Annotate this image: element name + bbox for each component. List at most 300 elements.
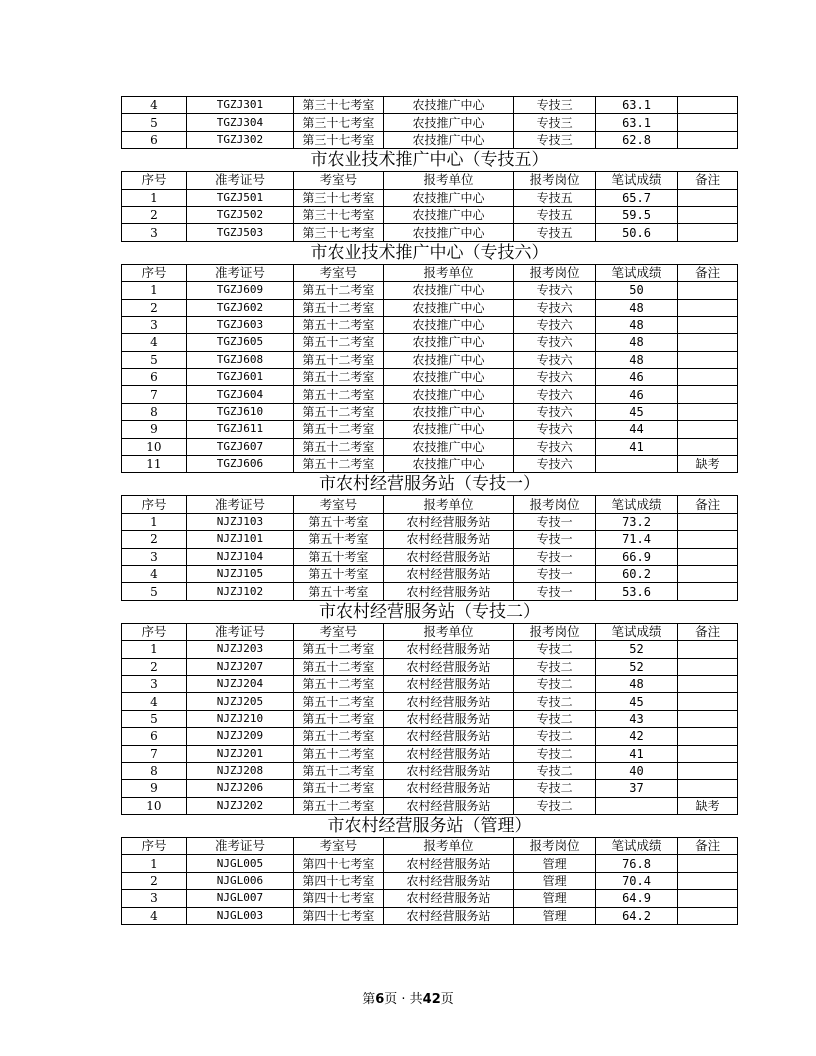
seq-cell: 6 [122,131,187,148]
seq-cell: 4 [122,97,187,114]
column-header: 序号 [122,172,187,189]
position-cell: 管理 [514,890,595,907]
remark-cell [678,282,738,299]
column-header: 备注 [678,264,738,281]
score-table [121,171,738,242]
remark-cell [678,351,738,368]
seq-cell: 8 [122,762,187,779]
remark-cell [678,872,738,889]
ticket-number-cell: TGZJ601 [186,369,293,386]
column-header: 笔试成绩 [595,264,677,281]
unit-cell: 农村经营服务站 [383,728,514,745]
column-header: 准考证号 [186,838,293,855]
score-cell: 52 [595,641,677,658]
page-footer [0,988,816,1007]
exam-room-cell: 第四十七考室 [294,907,384,924]
exam-room-cell: 第五十二考室 [294,658,384,675]
remark-cell [678,641,738,658]
remark-cell [678,369,738,386]
unit-cell: 农村经营服务站 [383,855,514,872]
remark-cell [678,658,738,675]
position-cell: 专技二 [514,797,595,814]
position-cell: 专技一 [514,513,595,530]
column-header: 考室号 [294,838,384,855]
remark-cell [678,189,738,206]
score-cell: 45 [595,693,677,710]
column-header: 报考岗位 [514,496,595,513]
score-cell: 43 [595,710,677,727]
seq-cell: 5 [122,583,187,600]
remark-cell [678,565,738,582]
column-header: 考室号 [294,623,384,640]
exam-room-cell: 第四十七考室 [294,872,384,889]
exam-room-cell: 第五十二考室 [294,456,384,473]
exam-room-cell: 第五十二考室 [294,316,384,333]
exam-room-cell: 第五十二考室 [294,728,384,745]
column-header: 序号 [122,264,187,281]
score-cell: 65.7 [595,189,677,206]
ticket-number-cell: TGZJ611 [186,421,293,438]
position-cell: 专技六 [514,421,595,438]
score-cell: 60.2 [595,565,677,582]
column-header: 考室号 [294,172,384,189]
seq-cell: 2 [122,531,187,548]
position-cell: 专技二 [514,728,595,745]
unit-cell: 农技推广中心 [383,421,514,438]
column-header: 准考证号 [186,172,293,189]
table-row [122,531,738,548]
exam-room-cell: 第三十七考室 [294,206,384,223]
column-header: 报考单位 [383,264,514,281]
score-cell: 48 [595,675,677,692]
score-cell: 73.2 [595,513,677,530]
ticket-number-cell: NJGL006 [186,872,293,889]
unit-cell: 农技推广中心 [383,351,514,368]
position-cell: 专技一 [514,565,595,582]
ticket-number-cell: TGZJ607 [186,438,293,455]
position-cell: 专技五 [514,206,595,223]
unit-cell: 农村经营服务站 [383,675,514,692]
score-cell [595,456,677,473]
unit-cell: 农村经营服务站 [383,872,514,889]
unit-cell: 农村经营服务站 [383,641,514,658]
ticket-number-cell: TGZJ609 [186,282,293,299]
table-row [122,548,738,565]
exam-room-cell: 第五十考室 [294,565,384,582]
column-header: 序号 [122,496,187,513]
remark-cell [678,513,738,530]
seq-cell: 2 [122,872,187,889]
unit-cell: 农技推广中心 [383,206,514,223]
column-header: 序号 [122,623,187,640]
ticket-number-cell: NJZJ104 [186,548,293,565]
column-header: 备注 [678,838,738,855]
seq-cell: 4 [122,693,187,710]
column-header: 报考单位 [383,496,514,513]
column-header: 备注 [678,172,738,189]
ticket-number-cell: NJZJ202 [186,797,293,814]
remark-cell [678,403,738,420]
table-header-row [122,172,738,189]
exam-room-cell: 第五十二考室 [294,351,384,368]
position-cell: 专技五 [514,189,595,206]
remark-cell [678,131,738,148]
remark-cell [678,728,738,745]
remark-cell [678,224,738,241]
seq-cell: 8 [122,403,187,420]
position-cell: 专技六 [514,438,595,455]
remark-cell [678,907,738,924]
exam-room-cell: 第五十二考室 [294,421,384,438]
table-row [122,456,738,473]
section-title: 市农业技术推广中心（专技五） [310,150,549,171]
footer-page-number: 6 [375,992,385,1007]
column-header: 笔试成绩 [595,838,677,855]
seq-cell: 3 [122,890,187,907]
column-header: 笔试成绩 [595,172,677,189]
unit-cell: 农村经营服务站 [383,513,514,530]
position-cell: 专技二 [514,658,595,675]
ticket-number-cell: TGZJ304 [186,114,293,131]
column-header: 笔试成绩 [595,623,677,640]
column-header: 序号 [122,838,187,855]
table-row [122,693,738,710]
score-cell: 50.6 [595,224,677,241]
table-row [122,583,738,600]
table-row [122,206,738,223]
table-row [122,762,738,779]
remark-cell [678,531,738,548]
score-cell: 46 [595,386,677,403]
table-header-row [122,496,738,513]
ticket-number-cell: NJZJ207 [186,658,293,675]
exam-room-cell: 第五十二考室 [294,282,384,299]
score-cell: 62.8 [595,131,677,148]
ticket-number-cell: TGZJ603 [186,316,293,333]
score-cell: 63.1 [595,114,677,131]
footer-middle: 页 · 共 [384,992,423,1007]
exam-room-cell: 第三十七考室 [294,131,384,148]
remark-cell [678,745,738,762]
ticket-number-cell: TGZJ610 [186,403,293,420]
position-cell: 专技六 [514,456,595,473]
ticket-number-cell: TGZJ503 [186,224,293,241]
seq-cell: 9 [122,421,187,438]
unit-cell: 农技推广中心 [383,456,514,473]
score-table [121,495,738,600]
seq-cell: 2 [122,299,187,316]
exam-room-cell: 第五十二考室 [294,334,384,351]
ticket-number-cell: NJGL007 [186,890,293,907]
unit-cell: 农技推广中心 [383,114,514,131]
position-cell: 管理 [514,907,595,924]
table-row [122,369,738,386]
position-cell: 专技六 [514,386,595,403]
seq-cell: 4 [122,334,187,351]
exam-room-cell: 第三十七考室 [294,189,384,206]
seq-cell: 9 [122,780,187,797]
unit-cell: 农技推广中心 [383,282,514,299]
table-row [122,299,738,316]
seq-cell: 7 [122,745,187,762]
column-header: 准考证号 [186,264,293,281]
position-cell: 专技一 [514,548,595,565]
seq-cell: 1 [122,189,187,206]
ticket-number-cell: NJZJ210 [186,710,293,727]
remark-cell [678,438,738,455]
table-row [122,907,738,924]
seq-cell: 6 [122,728,187,745]
remark-cell [678,114,738,131]
unit-cell: 农村经营服务站 [383,780,514,797]
ticket-number-cell: NJZJ204 [186,675,293,692]
position-cell: 专技六 [514,316,595,333]
column-header: 报考单位 [383,623,514,640]
position-cell: 专技六 [514,351,595,368]
score-table [121,623,738,815]
exam-room-cell: 第五十考室 [294,513,384,530]
exam-room-cell: 第五十考室 [294,583,384,600]
score-cell: 63.1 [595,97,677,114]
position-cell: 专技一 [514,531,595,548]
table-row [122,403,738,420]
table-row [122,224,738,241]
seq-cell: 4 [122,565,187,582]
exam-room-cell: 第五十二考室 [294,641,384,658]
column-header: 报考岗位 [514,172,595,189]
exam-room-cell: 第五十二考室 [294,438,384,455]
table-header-row [122,264,738,281]
score-cell: 48 [595,334,677,351]
score-cell: 40 [595,762,677,779]
column-header: 报考岗位 [514,623,595,640]
ticket-number-cell: TGZJ301 [186,97,293,114]
ticket-number-cell: NJZJ101 [186,531,293,548]
column-header: 报考单位 [383,172,514,189]
remark-cell [678,675,738,692]
unit-cell: 农村经营服务站 [383,531,514,548]
exam-room-cell: 第三十七考室 [294,224,384,241]
table-row [122,658,738,675]
table-row [122,131,738,148]
exam-room-cell: 第五十二考室 [294,780,384,797]
seq-cell: 5 [122,710,187,727]
remark-cell [678,710,738,727]
unit-cell: 农技推广中心 [383,438,514,455]
score-cell: 42 [595,728,677,745]
exam-room-cell: 第五十二考室 [294,403,384,420]
remark-cell [678,762,738,779]
position-cell: 管理 [514,855,595,872]
score-cell: 41 [595,745,677,762]
position-cell: 专技二 [514,762,595,779]
seq-cell: 4 [122,907,187,924]
ticket-number-cell: NJZJ203 [186,641,293,658]
section-title: 市农业技术推广中心（专技六） [310,242,549,263]
position-cell: 专技六 [514,299,595,316]
unit-cell: 农村经营服务站 [383,658,514,675]
score-cell: 59.5 [595,206,677,223]
seq-cell: 1 [122,855,187,872]
column-header: 笔试成绩 [595,496,677,513]
table-row [122,282,738,299]
unit-cell: 农技推广中心 [383,369,514,386]
unit-cell: 农技推广中心 [383,316,514,333]
exam-room-cell: 第五十二考室 [294,710,384,727]
score-cell: 71.4 [595,531,677,548]
remark-cell: 缺考 [678,797,738,814]
seq-cell: 5 [122,114,187,131]
remark-cell [678,548,738,565]
table-row [122,710,738,727]
unit-cell: 农村经营服务站 [383,548,514,565]
seq-cell: 3 [122,548,187,565]
score-cell: 52 [595,658,677,675]
column-header: 报考岗位 [514,838,595,855]
position-cell: 专技二 [514,745,595,762]
remark-cell [678,206,738,223]
remark-cell [678,299,738,316]
section-title: 市农村经营服务站（专技一） [319,474,540,495]
seq-cell: 2 [122,658,187,675]
ticket-number-cell: TGZJ302 [186,131,293,148]
position-cell: 管理 [514,872,595,889]
ticket-number-cell: TGZJ501 [186,189,293,206]
unit-cell: 农技推广中心 [383,299,514,316]
footer-total-pages: 42 [422,992,441,1007]
table-row [122,728,738,745]
exam-room-cell: 第五十二考室 [294,745,384,762]
position-cell: 专技六 [514,369,595,386]
score-cell: 76.8 [595,855,677,872]
table-row [122,513,738,530]
footer-suffix: 页 [440,992,454,1007]
score-cell: 50 [595,282,677,299]
score-cell: 48 [595,351,677,368]
remark-cell: 缺考 [678,456,738,473]
seq-cell: 10 [122,797,187,814]
seq-cell: 3 [122,675,187,692]
unit-cell: 农村经营服务站 [383,762,514,779]
table-row [122,114,738,131]
column-header: 考室号 [294,264,384,281]
position-cell: 专技二 [514,641,595,658]
score-cell: 41 [595,438,677,455]
remark-cell [678,855,738,872]
table-row [122,797,738,814]
unit-cell: 农村经营服务站 [383,693,514,710]
score-cell: 46 [595,369,677,386]
table-row [122,334,738,351]
table-row [122,97,738,114]
unit-cell: 农技推广中心 [383,97,514,114]
score-document [121,96,738,925]
column-header: 备注 [678,623,738,640]
position-cell: 专技一 [514,583,595,600]
seq-cell: 5 [122,351,187,368]
unit-cell: 农村经营服务站 [383,745,514,762]
unit-cell: 农村经营服务站 [383,583,514,600]
exam-room-cell: 第五十二考室 [294,693,384,710]
table-header-row [122,838,738,855]
ticket-number-cell: NJZJ102 [186,583,293,600]
ticket-number-cell: TGZJ602 [186,299,293,316]
column-header: 报考单位 [383,838,514,855]
ticket-number-cell: NJZJ205 [186,693,293,710]
exam-room-cell: 第五十二考室 [294,675,384,692]
table-row [122,386,738,403]
column-header: 考室号 [294,496,384,513]
position-cell: 专技三 [514,131,595,148]
position-cell: 专技三 [514,114,595,131]
position-cell: 专技六 [514,403,595,420]
position-cell: 专技六 [514,282,595,299]
remark-cell [678,97,738,114]
ticket-number-cell: TGZJ605 [186,334,293,351]
ticket-number-cell: NJZJ206 [186,780,293,797]
score-cell: 64.2 [595,907,677,924]
table-row [122,890,738,907]
score-cell: 48 [595,299,677,316]
exam-room-cell: 第四十七考室 [294,890,384,907]
position-cell: 专技二 [514,710,595,727]
exam-room-cell: 第五十二考室 [294,386,384,403]
remark-cell [678,421,738,438]
score-cell: 53.6 [595,583,677,600]
table-row [122,421,738,438]
unit-cell: 农技推广中心 [383,131,514,148]
score-cell: 64.9 [595,890,677,907]
score-cell: 48 [595,316,677,333]
unit-cell: 农技推广中心 [383,224,514,241]
score-cell: 37 [595,780,677,797]
exam-room-cell: 第五十考室 [294,548,384,565]
remark-cell [678,583,738,600]
position-cell: 专技二 [514,675,595,692]
ticket-number-cell: NJZJ103 [186,513,293,530]
unit-cell: 农村经营服务站 [383,565,514,582]
table-row [122,316,738,333]
seq-cell: 7 [122,386,187,403]
section-title: 市农村经营服务站（专技二） [319,601,540,622]
seq-cell: 3 [122,316,187,333]
ticket-number-cell: TGZJ502 [186,206,293,223]
table-row [122,641,738,658]
exam-room-cell: 第四十七考室 [294,855,384,872]
ticket-number-cell: TGZJ608 [186,351,293,368]
column-header: 报考岗位 [514,264,595,281]
unit-cell: 农技推广中心 [383,386,514,403]
table-row [122,351,738,368]
unit-cell: 农村经营服务站 [383,907,514,924]
ticket-number-cell: NJGL005 [186,855,293,872]
ticket-number-cell: TGZJ604 [186,386,293,403]
seq-cell: 2 [122,206,187,223]
column-header: 备注 [678,496,738,513]
ticket-number-cell: NJGL003 [186,907,293,924]
unit-cell: 农村经营服务站 [383,890,514,907]
exam-room-cell: 第五十考室 [294,531,384,548]
table-row [122,189,738,206]
exam-room-cell: 第五十二考室 [294,369,384,386]
table-row [122,855,738,872]
score-cell: 45 [595,403,677,420]
seq-cell: 11 [122,456,187,473]
position-cell: 专技六 [514,334,595,351]
ticket-number-cell: NJZJ209 [186,728,293,745]
table-row [122,780,738,797]
score-table [121,837,738,925]
